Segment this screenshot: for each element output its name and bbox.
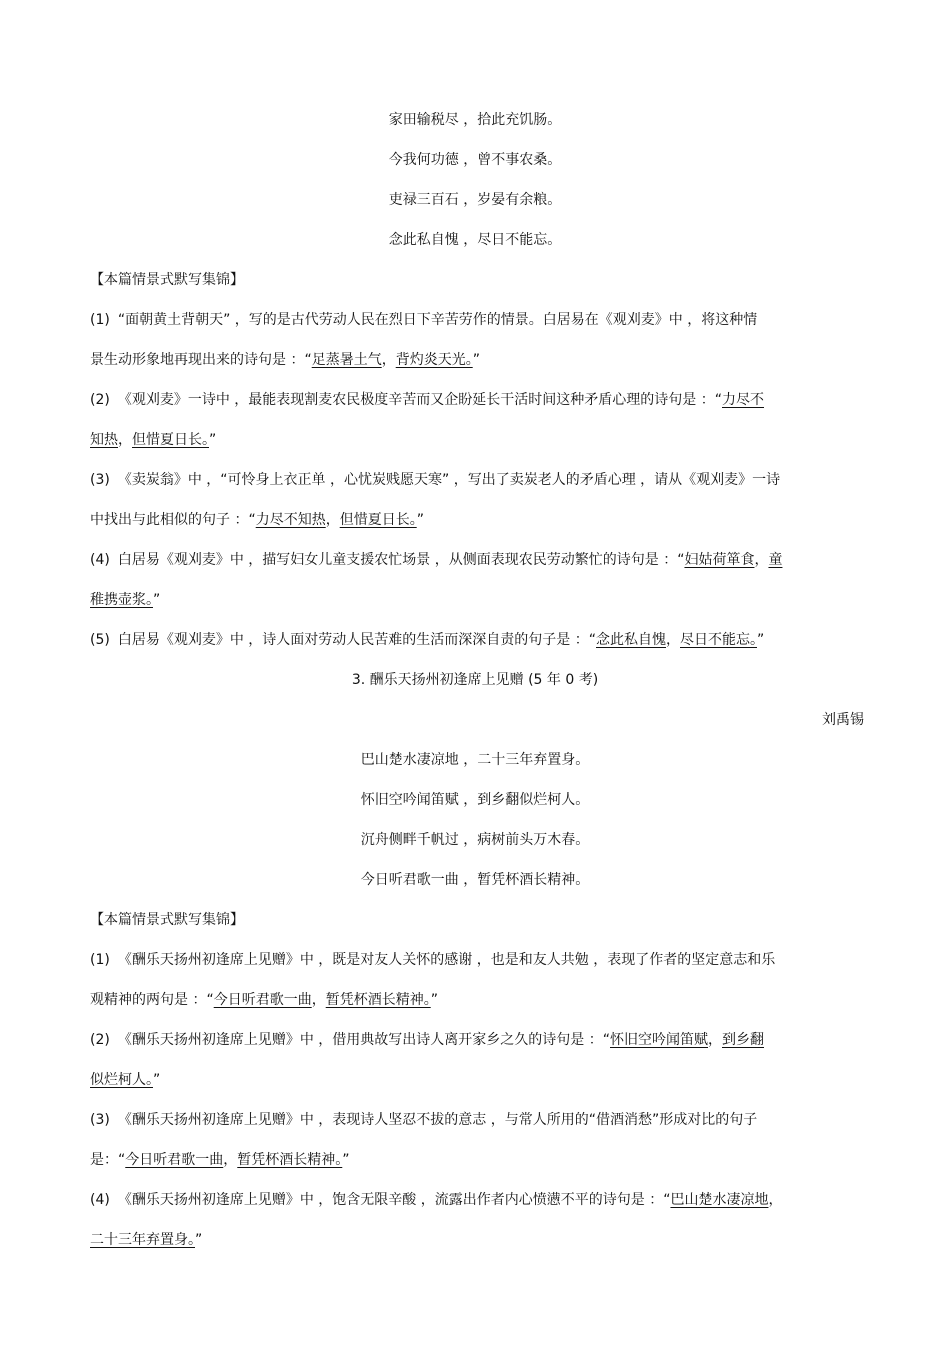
answer-2-cont: 稚携壶浆。 — [90, 592, 153, 608]
answer-separator: ， — [381, 352, 396, 368]
answer-1: 今日听君歌一曲 — [213, 992, 312, 1008]
poem1-line-4: 念此私自愧 ，尽日不能忘。 — [388, 232, 562, 248]
poem2-title: 3. 酬乐天扬州初逢席上见赠 (5 年 0 考) — [351, 672, 599, 688]
question-text: 白居易《观刈麦》中 ，诗人面对劳动人民苦难的生活而深深自责的句子是 ：“ — [117, 632, 596, 648]
question-text: 观精神的两句是 ：“ — [90, 992, 214, 1008]
s1-q5-line-a — [90, 630, 764, 650]
answer-2: 但惜夏日长。 — [339, 512, 417, 528]
poem2-line-2: 怀旧空吟闻笛赋 ，到乡翻似烂柯人。 — [360, 792, 590, 808]
closing-quote: ” — [757, 632, 765, 648]
closing-quote: ” — [195, 1232, 203, 1248]
closing-quote: ” — [209, 432, 217, 448]
question-text: 《酬乐天扬州初逢席上见赠》中 ，表现诗人坚忍不拔的意志 ，与常人所用的“借酒消愁”形成对比的句子 — [117, 1112, 758, 1128]
s1-q4-line-a — [90, 550, 782, 570]
answer-1: 足蒸暑土气 — [311, 352, 382, 368]
answer-1: 力尽不知热 — [255, 512, 326, 528]
answer-1: 念此私自愧 — [596, 632, 666, 648]
answer-2: 暂凭杯酒长精神。 — [237, 1152, 343, 1168]
poem2-line-3: 沉舟侧畔千帆过 ，病树前头万木春。 — [360, 832, 590, 848]
question-number: (1) — [90, 312, 110, 328]
closing-quote: ” — [342, 1152, 350, 1168]
question-text: 景生动形象地再现出来的诗句是 ：“ — [90, 352, 312, 368]
s2-q2-line-a — [90, 1030, 764, 1050]
s2-q1-line-a — [90, 950, 775, 970]
poem1-line-2: 今我何功德 ，曾不事农桑。 — [388, 152, 562, 168]
answer-separator: ， — [768, 1192, 783, 1208]
question-text: “面朝黄土背朝天” ，写的是古代劳动人民在烈日下辛苦劳作的情景。白居易在《观刈麦》中 ，将这种情 — [117, 312, 758, 328]
answer-separator: ， — [325, 512, 340, 528]
question-number: (5) — [90, 632, 110, 648]
question-number: (3) — [90, 472, 110, 488]
answer-2: 但惜夏日长。 — [132, 432, 209, 448]
answer-separator: ， — [754, 552, 769, 568]
closing-quote: ” — [430, 992, 438, 1008]
closing-quote: ” — [472, 352, 480, 368]
s1-q4-line-b — [90, 590, 160, 610]
answer-1-cont: 知热 — [90, 432, 118, 448]
question-number: (2) — [90, 392, 110, 408]
closing-quote: ” — [153, 1072, 161, 1088]
question-number: (4) — [90, 1192, 110, 1208]
question-number: (3) — [90, 1112, 110, 1128]
section2-heading: 【本篇情景式默写集锦】 — [90, 912, 244, 928]
s2-q4-line-a — [90, 1190, 782, 1210]
s2-q4-line-b — [90, 1230, 202, 1250]
answer-1: 力尽不 — [722, 392, 764, 408]
s2-q2-line-b — [90, 1070, 160, 1090]
poem2-author: 刘禹锡 — [822, 712, 864, 728]
s2-q3-line-b — [90, 1150, 350, 1170]
answer-1: 今日听君歌一曲 — [125, 1152, 224, 1168]
closing-quote: ” — [416, 512, 424, 528]
poem1-line-3: 吏禄三百石 ，岁晏有余粮。 — [388, 192, 562, 208]
answer-1: 怀旧空吟闻笛赋 — [610, 1032, 708, 1048]
closing-quote: ” — [153, 592, 161, 608]
answer-2: 背灼炎天光。 — [395, 352, 473, 368]
question-text: 白居易《观刈麦》中 ，描写妇女儿童支援农忙场景 ，从侧面表现农民劳动繁忙的诗句是 ：“ — [117, 552, 685, 568]
s1-q2-line-b — [90, 430, 216, 450]
answer-2: 暂凭杯酒长精神。 — [325, 992, 431, 1008]
s1-q1-line-b — [90, 350, 480, 370]
s2-q1-line-b — [90, 990, 438, 1010]
answer-1: 巴山楚水凄凉地 — [670, 1192, 769, 1208]
answer-separator: ， — [118, 432, 132, 448]
answer-2: 童 — [768, 552, 783, 568]
s1-q3-line-a — [90, 470, 780, 490]
question-text: 是：“ — [90, 1152, 126, 1168]
poem2-line-1: 巴山楚水凄凉地 ，二十三年弃置身。 — [360, 752, 590, 768]
question-text: 《观刈麦》一诗中 ，最能表现割麦农民极度辛苦而又企盼延长干活时间这种矛盾心理的诗句是 ：“ — [117, 392, 722, 408]
answer-1: 妇姑荷箪食 — [684, 552, 755, 568]
answer-2: 尽日不能忘。 — [680, 632, 757, 648]
poem1-line-1: 家田输税尽 ，拾此充饥肠。 — [388, 112, 562, 128]
s1-q1-line-a — [90, 310, 757, 330]
answer-separator: ， — [666, 632, 680, 648]
answer-2: 二十三年弃置身。 — [90, 1232, 195, 1248]
question-number: (1) — [90, 952, 110, 968]
poem2-line-4: 今日听君歌一曲 ，暂凭杯酒长精神。 — [360, 872, 590, 888]
answer-2-cont: 似烂柯人。 — [90, 1072, 153, 1088]
answer-2: 到乡翻 — [722, 1032, 764, 1048]
answer-separator: ， — [311, 992, 326, 1008]
s2-q3-line-a — [90, 1110, 757, 1130]
section1-heading: 【本篇情景式默写集锦】 — [90, 272, 244, 288]
question-text: 中找出与此相似的句子 ：“ — [90, 512, 256, 528]
s1-q2-line-a — [90, 390, 764, 410]
question-text: 《酬乐天扬州初逢席上见赠》中 ，借用典故写出诗人离开家乡之久的诗句是 ：“ — [117, 1032, 610, 1048]
question-number: (4) — [90, 552, 110, 568]
answer-separator: ， — [223, 1152, 238, 1168]
s1-q3-line-b — [90, 510, 424, 530]
answer-separator: ， — [708, 1032, 722, 1048]
question-text: 《酬乐天扬州初逢席上见赠》中 ，饱含无限辛酸 ，流露出作者内心愤懑不平的诗句是 ：“ — [117, 1192, 671, 1208]
question-text: 《卖炭翁》中 ，“可怜身上衣正单 ，心忧炭贱愿天寒” ，写出了卖炭老人的矛盾心理 ，请从《观刈麦》一诗 — [117, 472, 781, 488]
question-text: 《酬乐天扬州初逢席上见赠》中 ，既是对友人关怀的感谢 ，也是和友人共勉 ，表现了作者的坚定意志和乐 — [117, 952, 776, 968]
question-number: (2) — [90, 1032, 110, 1048]
